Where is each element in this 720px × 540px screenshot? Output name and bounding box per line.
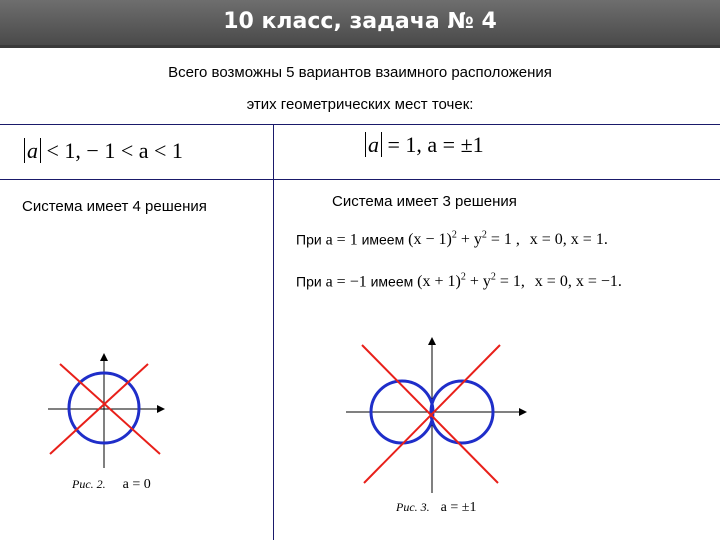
figure-3 (340, 335, 530, 495)
slide-title: 10 класс, задача № 4 (0, 0, 720, 48)
cross-line-1 (362, 345, 498, 483)
row1-condition: a = 1 (325, 231, 358, 249)
left-caption: Система имеет 4 решения (22, 198, 207, 215)
row1-word: имеем (361, 231, 405, 248)
row1-solution: x = 0, x = 1. (529, 231, 608, 249)
row2-prefix: При (296, 273, 322, 290)
right-condition (365, 132, 484, 158)
left-condition (24, 138, 183, 164)
row1-equation: $(x - 1)^2 + y^2 = 1$ , (408, 230, 520, 249)
figure-3-caption (396, 500, 476, 516)
figure-2-label: Рис. 2. (72, 477, 106, 491)
left-condition-abs: a (24, 138, 41, 163)
table-top-border (0, 124, 720, 125)
case-a-plus-one (296, 230, 608, 249)
row2-solution: x = 0, x = −1. (534, 273, 622, 291)
intro-line-1: Всего возможны 5 вариантов взаимного расположения (168, 64, 552, 81)
table-header-border (0, 179, 720, 180)
intro-line-2: этих геометрических мест точек: (246, 96, 474, 113)
left-condition-rest: < 1, − 1 < a < 1 (41, 138, 183, 163)
figure-3-value: a = ±1 (440, 500, 477, 515)
table-column-divider (273, 124, 274, 540)
figure-2-value: a = 0 (122, 477, 151, 492)
figure-3-label: Рис. 3. (396, 500, 430, 514)
row1-prefix: При (296, 231, 322, 248)
row2-word: имеем (370, 273, 414, 290)
right-condition-rest: = 1, a = ±1 (382, 132, 484, 157)
row2-equation: $(x + 1)^2 + y^2 = 1$, (417, 272, 525, 291)
figure-2 (40, 350, 170, 470)
right-condition-abs: a (365, 132, 382, 157)
case-a-minus-one (296, 272, 622, 291)
figure-2-caption (72, 477, 151, 493)
right-caption: Система имеет 3 решения (332, 193, 517, 210)
row2-condition: a = −1 (325, 273, 367, 291)
